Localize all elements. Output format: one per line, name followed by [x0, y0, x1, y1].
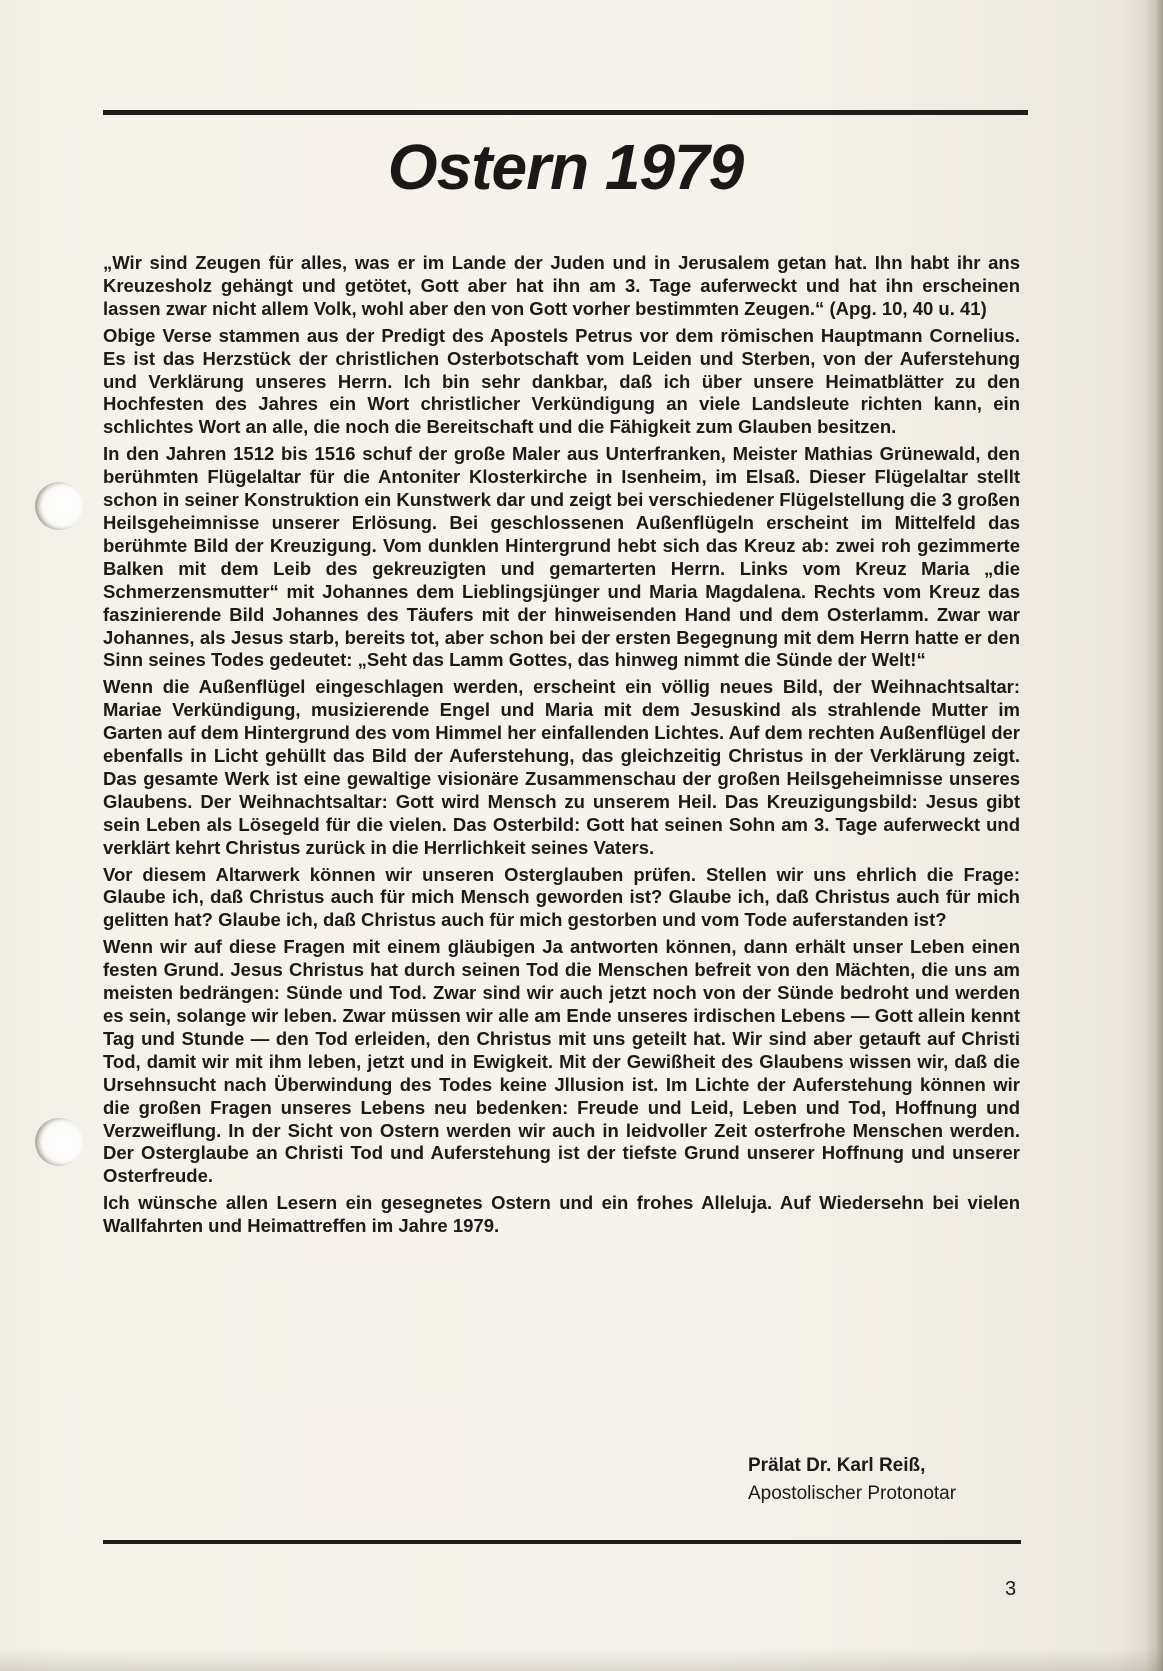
article-body	[103, 252, 1020, 1242]
paragraph-closing: Ich wünsche allen Lesern ein gesegnetes Ostern und ein frohes Alleluja. Auf Wiedersehn bei vielen Wallfahrten und Heimattreffen im Jahre 1979.	[103, 1192, 1020, 1237]
paragraph: In den Jahren 1512 bis 1516 schuf der große Maler aus Unterfranken, Meister Mathias Grünewald, den berühmten Flügelaltar für die Antoniter Klosterkirche in Isenheim, im Elsaß. Dieser Flügelaltar stellt schon in seiner Konstruktion ein Kunstwerk dar und zeigt bei verschiedener Flügelstellung die 3 großen Heilsgeheimnisse unserer Erlösung. Bei geschlossenen Außenflügeln erscheint im Mittelfeld das berühmte Bild der Kreuzigung. Vom dunklen Hintergrund hebt sich das Kreuz ab: zwei roh gezimmerte Balken mit dem Leib des gekreuzigten und gemarterten Herrn. Links vom Kreuz Maria „die Schmerzensmutter“ mit Johannes dem Lieblingsjünger und Maria Magdalena. Rechts vom Kreuz das faszinierende Bild Johannes des Täufers mit der hinweisenden Hand und dem Osterlamm. Zwar war Johannes, als Jesus starb, bereits tot, aber schon bei der ersten Begegnung mit dem Herrn hatte er den Sinn seines Todes gedeutet: „Seht das Lamm Gottes, das hinweg nimmt die Sünde der Welt!“	[103, 443, 1020, 671]
paragraph: Wenn die Außenflügel eingeschlagen werden, erscheint ein völlig neues Bild, der Weihnachtsaltar: Mariae Verkündigung, musizierende Engel und Maria mit dem Jesuskind als strahlende Mutter im Garten auf dem Hintergrund des vom Himmel her einfallenden Lichtes. Auf dem rechten Außenflügel der ebenfalls in Licht gehüllt das Bild der Auferstehung, das gleichzeitig Christus in der Verklärung zeigt. Das gesamte Werk ist eine gewaltige visionäre Zusammenschau der großen Heilsgeheimnisse unseres Glaubens. Der Weihnachtsaltar: Gott wird Mensch zu unserem Heil. Das Kreuzigungsbild: Jesus gibt sein Leben als Lösegeld für die vielen. Das Osterbild: Gott hat seinen Sohn am 3. Tage auferweckt und verklärt kehrt Christus zurück in die Herrlichkeit seines Vaters.	[103, 676, 1020, 858]
paragraph: Obige Verse stammen aus der Predigt des Apostels Petrus vor dem römischen Hauptmann Cornelius. Es ist das Herzstück der christlichen Osterbotschaft vom Leiden und Sterben, von der Auferstehung und Verklärung unseres Herrn. Ich bin sehr dankbar, daß ich über unsere Heimatblätter zu den Hochfesten des Jahres ein Wort christlicher Verkündigung an viele Landsleute richten kann, ein schlichtes Wort an alle, die noch die Bereitschaft und die Fähigkeit zum Glauben besitzen.	[103, 324, 1020, 438]
paragraph: Wenn wir auf diese Fragen mit einem gläubigen Ja antworten können, dann erhält unser Leben einen festen Grund. Jesus Christus hat durch seinen Tod die Menschen befreit von den Mächten, die uns am meisten bedrängen: Sünde und Tod. Zwar sind wir auch jetzt noch von der Sünde bedroht und werden es sein, solange wir leben. Zwar müssen wir alle am Ende unseres irdischen Lebens — Gott allein kennt Tag und Stunde — den Tod erleiden, den Christus mit uns geteilt hat. Wir sind aber getauft auf Christi Tod, damit wir mit ihm leben, jetzt und in Ewigkeit. Mit der Gewißheit des Glaubens wissen wir, daß die Ursehnsucht nach Überwindung des Todes keine Jllusion ist. Im Lichte der Auferstehung können wir die großen Fragen unseres Lebens neu bedenken: Freude und Leid, Leben und Tod, Hoffnung und Verzweiflung. In der Sicht von Ostern werden wir auch in leidvoller Zeit osterfrohe Menschen werden. Der Osterglaube an Christi Tod und Auferstehung ist der tiefste Grund unserer Hoffnung und unserer Osterfreude.	[103, 936, 1020, 1187]
signature-block	[748, 1452, 1028, 1508]
punch-hole-lower	[35, 1118, 83, 1166]
paragraph-quote: „Wir sind Zeugen für alles, was er im Lande der Juden und in Jerusalem getan hat. Ihn habt ihr ans Kreuzesholz gehängt und getötet, Gott aber hat ihn am 3. Tage auferweckt und hat ihn erscheinen lassen zwar nicht allem Volk, wohl aber den von Gott vorher bestimmten Zeugen.“ (Apg. 10, 40 u. 41)	[103, 252, 1020, 319]
page-edge-shadow	[1145, 0, 1163, 1671]
paragraph: Vor diesem Altarwerk können wir unseren Osterglauben prüfen. Stellen wir uns ehrlich die Frage: Glaube ich, daß Christus auch für mich Mensch geworden ist? Glaube ich, daß Christus auch für mich gelitten hat? Glaube ich, daß Christus auch für mich gestorben und vom Tode auferstanden ist?	[103, 863, 1020, 931]
bottom-rule	[103, 1540, 1021, 1544]
top-rule	[103, 110, 1028, 115]
author-name: Prälat Dr. Karl Reiß,	[748, 1455, 926, 1476]
punch-hole-upper	[35, 482, 83, 530]
page-bottom-shadow	[0, 1649, 1163, 1671]
page-number: 3	[1005, 1578, 1017, 1600]
author-role: Apostolischer Protonotar	[748, 1483, 957, 1504]
article-title: Ostern 1979	[387, 131, 744, 203]
